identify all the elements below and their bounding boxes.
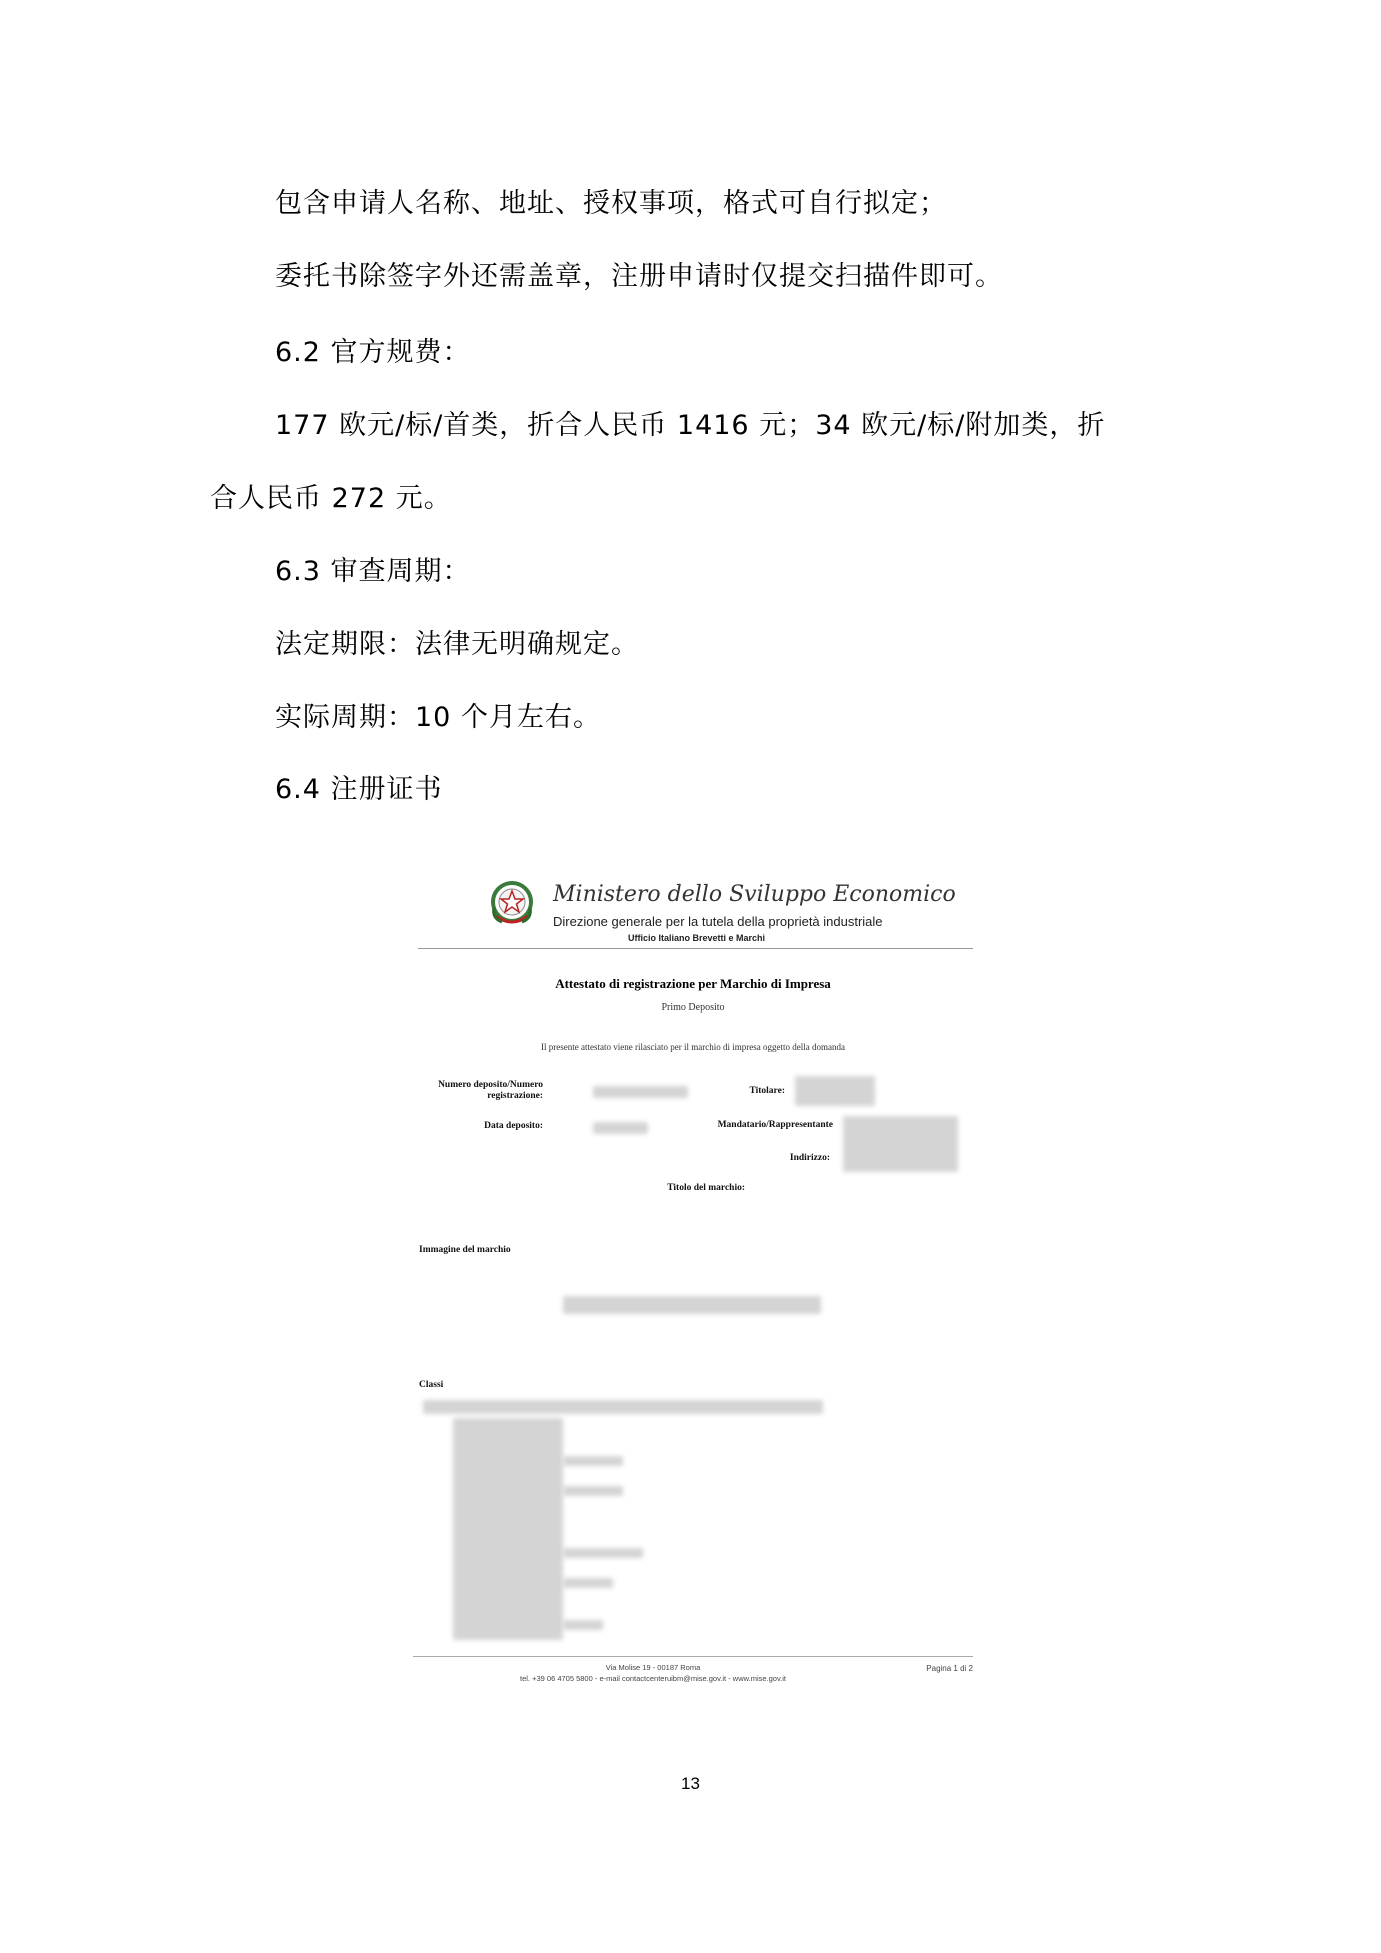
redacted-classi-line	[563, 1620, 603, 1630]
header-divider	[418, 948, 973, 949]
ministry-name: Ministero dello Sviluppo Economico	[553, 882, 956, 907]
label-numero-deposito: Numero deposito/Numero registrazione:	[438, 1080, 543, 1101]
certificate-image	[413, 868, 973, 1708]
italian-emblem-icon	[488, 878, 536, 930]
footer-address: Via Molise 19 - 00187 Roma	[605, 1663, 701, 1672]
label-indirizzo: Indirizzo:	[789, 1153, 830, 1163]
redacted-classi-line	[563, 1456, 623, 1466]
paragraph-statutory-period: 法定期限：法律无明确规定。	[275, 629, 639, 660]
label-titolare: Titolare:	[749, 1086, 785, 1096]
certificate-title: Attestato di registrazione per Marchio di Impresa	[555, 976, 831, 991]
redacted-classi-line	[563, 1578, 613, 1588]
redacted-numero	[593, 1086, 688, 1098]
paragraph-power-of-attorney: 委托书除签字外还需盖章，注册申请时仅提交扫描件即可。	[275, 261, 1003, 292]
paragraph-fees-line1: 177 欧元/标/首类，折合人民币 1416 元；34 欧元/标/附加类，折	[275, 410, 1106, 441]
paragraph-applicant-info: 包含申请人名称、地址、授权事项，格式可自行拟定；	[275, 188, 947, 219]
label-immagine-marchio: Immagine del marchio	[419, 1245, 511, 1255]
paragraph-actual-period: 实际周期：10 个月左右。	[275, 702, 601, 733]
certificate-subtitle: Primo Deposito	[661, 1002, 725, 1013]
redacted-data	[593, 1122, 648, 1134]
redacted-mandatario	[843, 1116, 958, 1172]
label-titolo-marchio: Titolo del marchio:	[667, 1183, 745, 1193]
certificate-intro: Il presente attestato viene rilasciato per il marchio di impresa oggetto della domanda	[541, 1042, 845, 1052]
label-mandatario: Mandatario/Rappresentante	[717, 1120, 833, 1130]
heading-examination-period: 6.3 审查周期：	[275, 556, 471, 587]
heading-registration-certificate: 6.4 注册证书	[275, 774, 443, 805]
certificate-page-indicator: Pagina 1 di 2	[926, 1664, 973, 1673]
label-classi: Classi	[419, 1380, 444, 1390]
label-data-deposito: Data deposito:	[484, 1121, 543, 1131]
direzione-generale: Direzione generale per la tutela della proprietà industriale	[553, 914, 883, 929]
paragraph-fees-line2: 合人民币 272 元。	[210, 483, 452, 514]
footer-divider	[413, 1656, 973, 1657]
redacted-classi-header	[423, 1400, 823, 1414]
heading-official-fees: 6.2 官方规费：	[275, 337, 471, 368]
redacted-classi-line	[563, 1548, 643, 1558]
redacted-titolare	[795, 1076, 875, 1106]
redacted-classi-list	[453, 1418, 563, 1640]
footer-contacts: tel. +39 06 4705 5800 - e-mail contactcenteruibm@mise.gov.it - www.mise.gov.it	[520, 1674, 786, 1683]
redacted-classi-line	[563, 1486, 623, 1496]
ufficio-name: Ufficio Italiano Brevetti e Marchi	[628, 933, 766, 943]
redacted-trademark-image	[563, 1296, 821, 1314]
page-number: 13	[681, 1774, 700, 1793]
